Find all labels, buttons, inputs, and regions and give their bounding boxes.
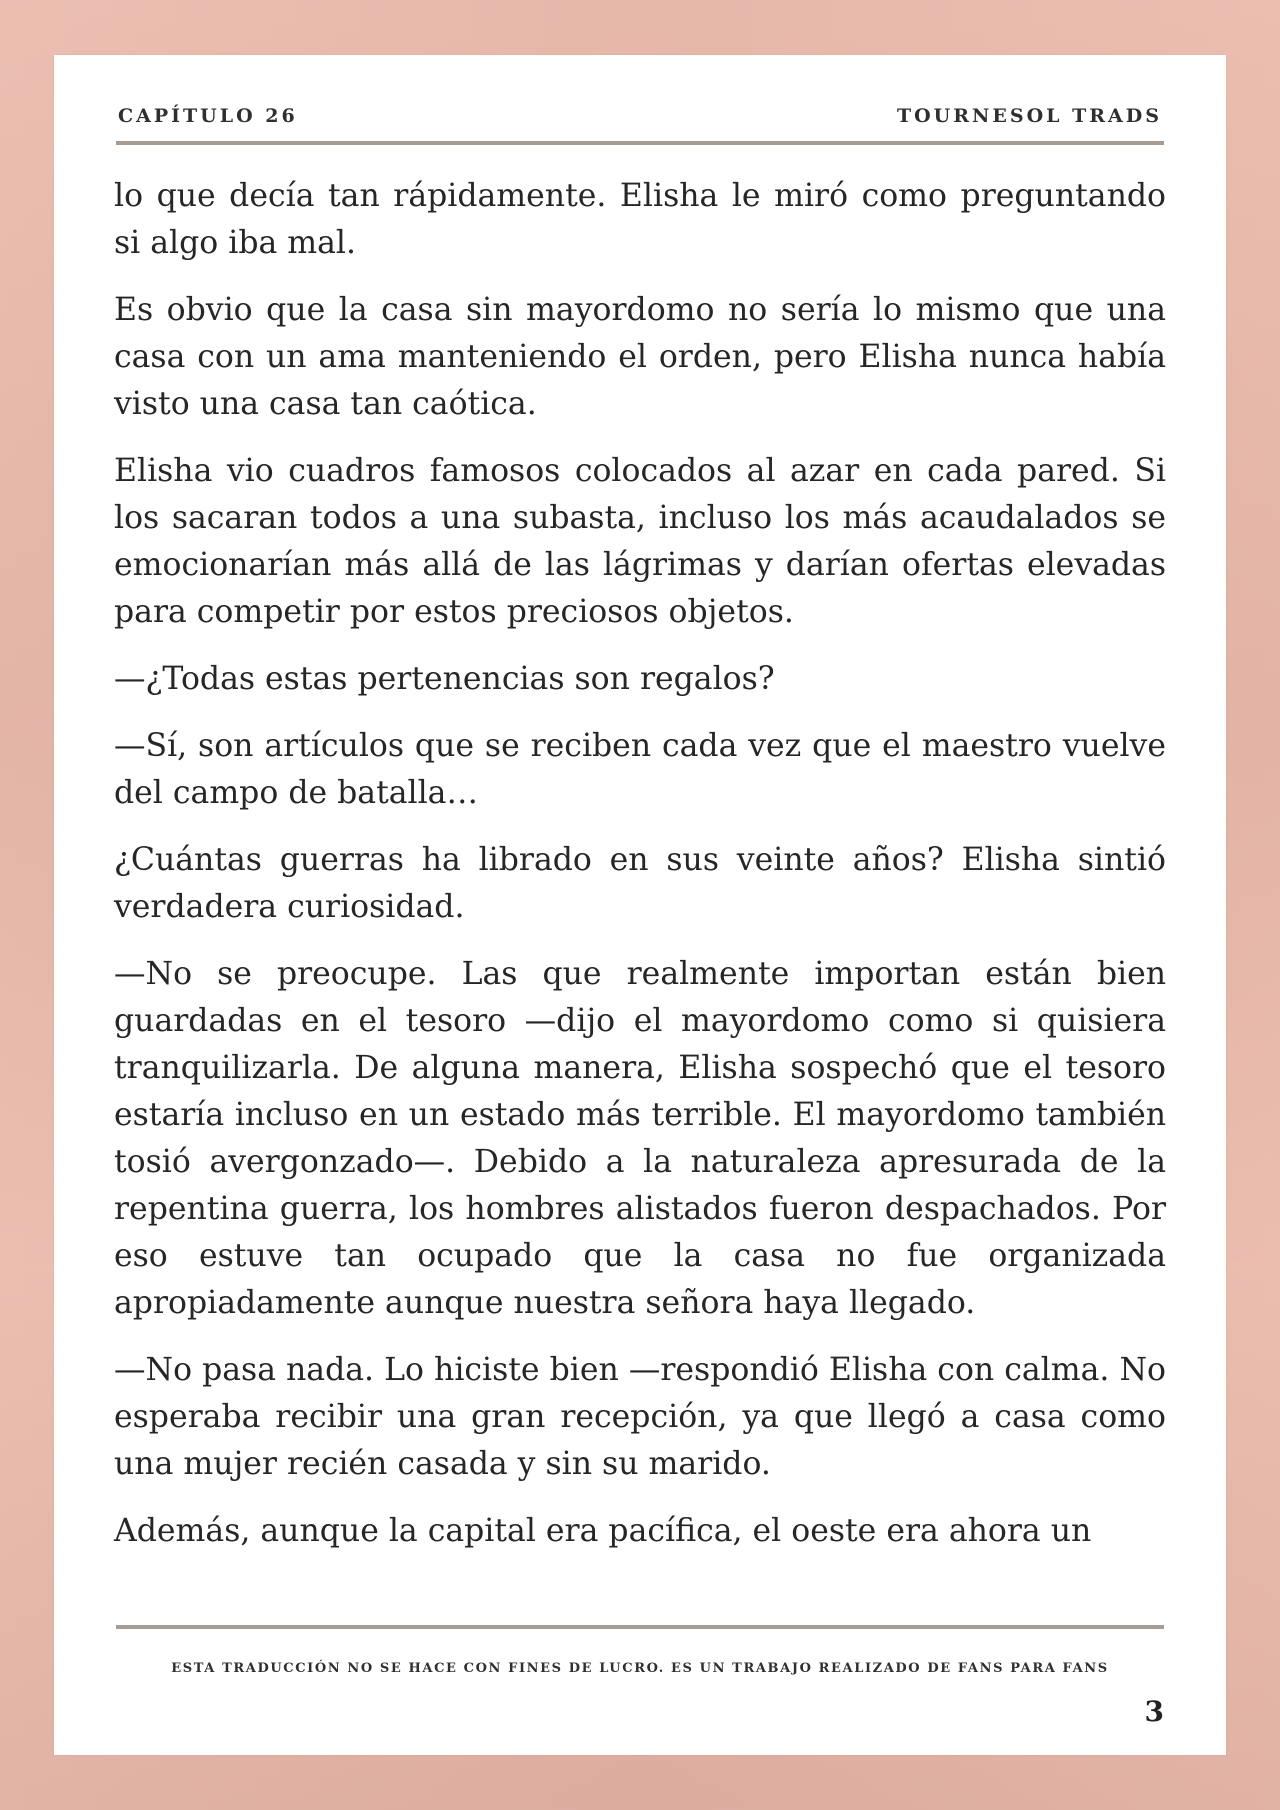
paragraph: —¿Todas estas pertenencias son regalos? bbox=[114, 661, 775, 697]
disclaimer-text: ESTA TRADUCCIÓN NO SE HACE CON FINES DE LUCRO. ES UN TRABAJO REALIZADO DE FANS PARA FANS bbox=[171, 1661, 1109, 1676]
paragraph: —No se preocupe. Las que realmente importan están bien guardadas en el tesoro —dijo el mayordomo como si quisiera tranquilizarla. De alguna manera, Elisha sospechó que el tesoro estaría incluso en un estado más terrible. El mayordomo también tosió avergonzado—. Debido a la naturaleza apresurada de la repentina guerra, los hombres alistados fueron despachados. Por eso estuve tan ocupado que la casa no fue organizada apropiadamente aunque nuestra señora haya llegado. bbox=[114, 956, 1166, 1321]
footer-divider bbox=[116, 1625, 1164, 1629]
paragraph: Además, aunque la capital era pacífica, el oeste era ahora un bbox=[114, 1513, 1092, 1549]
page-header bbox=[118, 105, 1162, 145]
chapter-body bbox=[114, 173, 1166, 1555]
page-number: 3 bbox=[1144, 1695, 1164, 1728]
paragraph: —No pasa nada. Lo hiciste bien —respondió Elisha con calma. No esperaba recibir una gran recepción, ya que llegó a casa como una mujer recién casada y sin su marido. bbox=[114, 1352, 1166, 1482]
paragraph: Es obvio que la casa sin mayordomo no sería lo mismo que una casa con un ama manteniendo el orden, pero Elisha nunca había visto una casa tan caótica. bbox=[114, 292, 1166, 422]
paragraph: —Sí, son artículos que se reciben cada vez que el maestro vuelve del campo de batalla… bbox=[114, 728, 1166, 811]
paragraph: Elisha vio cuadros famosos colocados al azar en cada pared. Si los sacaran todos a una subasta, incluso los más acaudalados se emocionarían más allá de las lágrimas y darían ofertas elevadas para competir por estos preciosos objetos. bbox=[114, 453, 1166, 630]
paragraph: lo que decía tan rápidamente. Elisha le miró como preguntando si algo iba mal. bbox=[114, 178, 1166, 261]
chapter-title: CAPÍTULO 26 bbox=[118, 105, 298, 127]
header-divider bbox=[116, 141, 1164, 145]
page-sheet bbox=[54, 55, 1226, 1755]
group-name: TOURNESOL TRADS bbox=[896, 105, 1162, 127]
paragraph: ¿Cuántas guerras ha librado en sus veinte años? Elisha sintió verdadera curiosidad. bbox=[114, 842, 1166, 925]
